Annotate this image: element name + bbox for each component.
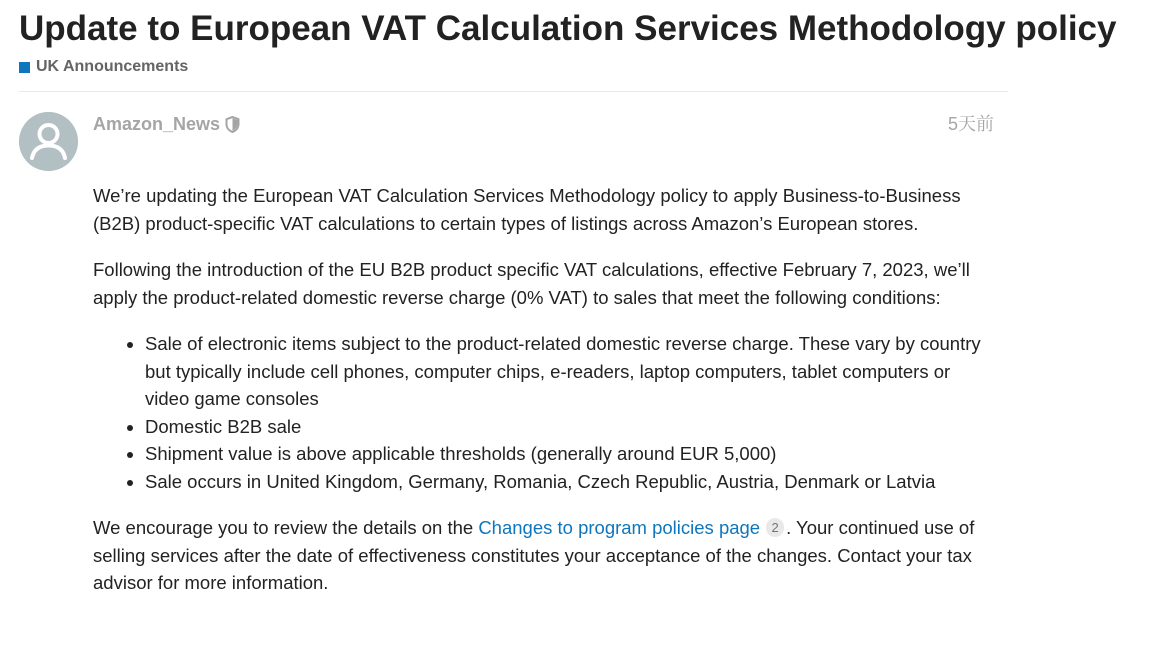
post-paragraph-intro: We’re updating the European VAT Calculation Services Methodology policy to apply Business-to-Business (B2B) product-specific VAT calculations to certain types of listings across Amazon’s European stores. — [93, 185, 961, 234]
category-label: UK Announcements — [36, 58, 189, 75]
closing-text-before-link: We encourage you to review the details on the — [93, 517, 479, 538]
category-badge[interactable] — [19, 57, 188, 77]
post-date[interactable]: 5天前 — [947, 114, 994, 134]
topic-title: Update to European VAT Calculation Services Methodology policy — [19, 9, 1117, 48]
title-divider — [19, 91, 1008, 92]
conditions-list — [93, 330, 998, 495]
list-item: • Sale of electronic items subject to the product-related domestic reverse charge. These vary by country but typically include cell phones, computer chips, e-readers, laptop computers, tablet computers or video game consoles — [145, 330, 998, 413]
program-policies-link[interactable]: Changes to program policies page — [478, 517, 761, 538]
author-username-row — [93, 113, 240, 135]
post-body — [93, 182, 998, 616]
shield-icon — [225, 116, 240, 133]
list-item: • Shipment value is above applicable thresholds (generally around EUR 5,000) — [145, 440, 998, 468]
category-color-swatch — [19, 62, 30, 73]
author-avatar[interactable] — [19, 112, 78, 171]
link-click-count-badge: 2 — [766, 518, 784, 537]
post-paragraph-conditions-intro: Following the introduction of the EU B2B product specific VAT calculations, effective February 7, 2023, we’ll apply the product-related domestic reverse charge (0% VAT) to sales that meet the following conditions: — [93, 259, 970, 308]
closing-text-after-link: . Your continued use of selling services after the date of effectiveness constitutes your acceptance of the changes. Contact your tax advisor for more information. — [93, 517, 975, 593]
list-item: • Sale occurs in United Kingdom, Germany, Romania, Czech Republic, Austria, Denmark or Latvia — [145, 468, 998, 496]
default-user-avatar-icon — [19, 112, 78, 171]
post-paragraph-closing — [93, 514, 998, 597]
author-username[interactable]: Amazon_News — [93, 114, 221, 134]
list-item: • Domestic B2B sale — [145, 413, 998, 441]
